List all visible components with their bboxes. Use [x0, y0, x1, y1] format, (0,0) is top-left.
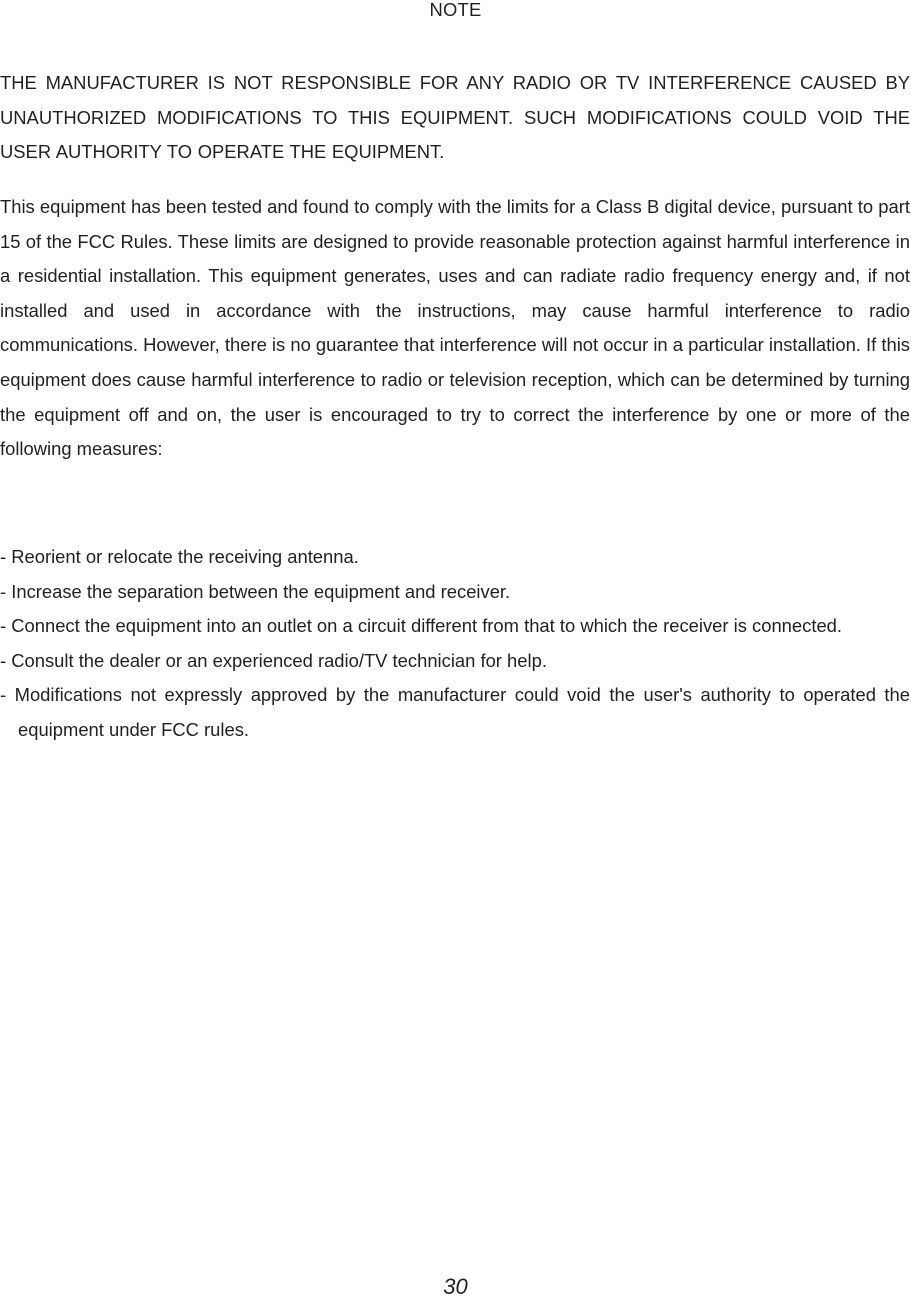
interference-measures-list	[0, 540, 910, 748]
list-item: - Consult the dealer or an experienced radio/TV technician for help.	[0, 649, 547, 671]
fcc-compliance-paragraph: This equipment has been tested and found to comply with the limits for a Class B digital device, pursuant to part 15 of the FCC Rules. These limits are designed to provide reasonable protection against harmful interference in a residential installation. This equipment generates, uses and can radiate radio frequency energy and, if not installed and used in accordance with the instructions, may cause harmful interference to radio communications. However, there is no guarantee that interference will not occur in a particular installation. If this equipment does cause harmful interference to radio or television reception, which can be determined by turning the equipment off and on, the user is encouraged to try to correct the interference by one or more of the following measures:	[0, 196, 910, 460]
list-item: - Connect the equipment into an outlet on a circuit different from that to which the receiver is connected.	[0, 615, 843, 637]
list-item: - Increase the separation between the equipment and receiver.	[0, 580, 511, 602]
page-title: NOTE	[429, 0, 482, 20]
manufacturer-warning: THE MANUFACTURER IS NOT RESPONSIBLE FOR ANY RADIO OR TV INTERFERENCE CAUSED BY UNAUTHORIZED MODIFICATIONS TO THIS EQUIPMENT. SUCH MODIFICATIONS COULD VOID THE USER AUTHORITY TO OPERATE THE EQUIPMENT.	[0, 72, 910, 163]
list-item: - Reorient or relocate the receiving antenna.	[0, 546, 359, 567]
page-number: 30	[443, 1274, 468, 1299]
list-item: - Modifications not expressly approved by the manufacturer could void the user's authority to operated the equipment under FCC rules.	[0, 684, 910, 740]
